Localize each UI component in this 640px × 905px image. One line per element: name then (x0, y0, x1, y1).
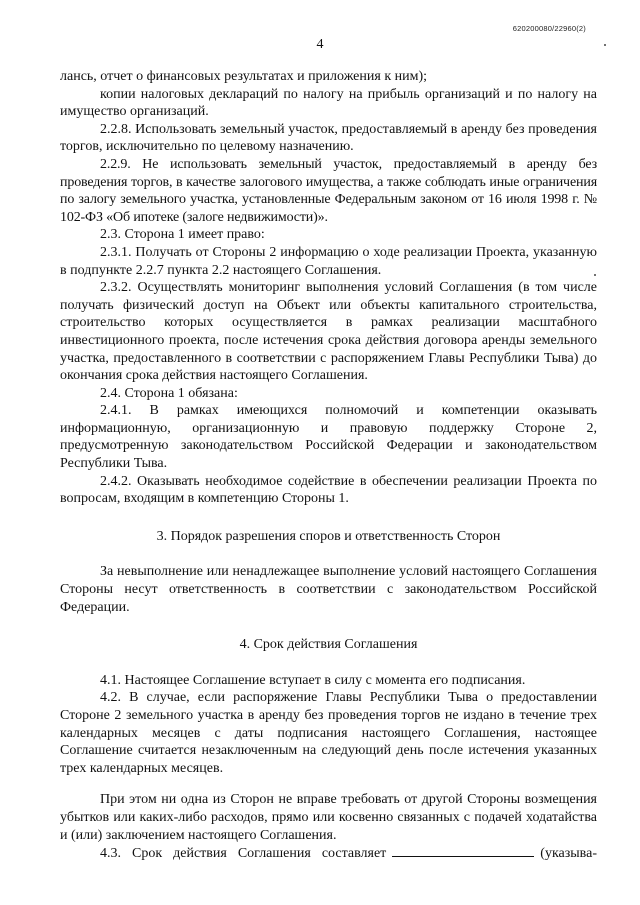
clause-2-2-9: 2.2.9. Не использовать земельный участок, предоставляемый в аренду без проведения торгов, в качестве залогового имущества, а также соблюдать иные ограничения по залогу земельного участка, установленные Федеральным законом от 16 июля 1998 г. № 102-ФЗ «Об ипотеке (залоге недвижимости)». (60, 156, 597, 225)
clause-2-4-2: 2.4.2. Оказывать необходимое содействие в обеспечении реализации Проекта по вопросам, входящим в компетенцию Стороны 1. (60, 473, 597, 507)
scan-speck (594, 274, 596, 276)
paragraph-no-claims: При этом ни одна из Сторон не вправе требовать от другой Стороны возмещения убытков или каких-либо расходов, прямо или косвенно связанных с подачей ходатайства и (или) заключением настоящего Соглашения. (60, 792, 597, 843)
clause-2-2-8: 2.2.8. Использовать земельный участок, предоставляемый в аренду без проведения торгов, исключительно по целевому назначению. (60, 121, 597, 155)
document-code: 620200080/22960(2) (512, 24, 586, 33)
clause-4-2: 4.2. В случае, если распоряжение Главы Республики Тыва о предоставлении Стороне 2 земельного участка в аренду без проведения торгов не издано в течение трех календарных месяцев с даты подписания настоящего Соглашения, настоящее Соглашение считается незаключенным на следующий день после истечения указанных трех календарных месяцев. (60, 690, 597, 776)
page-number: 4 (316, 37, 324, 52)
blank-fill-line (392, 844, 534, 857)
clause-2-3-1: 2.3.1. Получать от Стороны 2 информацию о ходе реализации Проекта, указанную в подпункте 2.2.7 пункта 2.2 настоящего Соглашения. (60, 244, 597, 278)
clause-4-3-text: 4.3. Срок действия Соглашения составляет (100, 846, 387, 862)
clause-2-3: 2.3. Сторона 1 имеет право: (100, 227, 265, 243)
clause-2-4: 2.4. Сторона 1 обязана: (100, 385, 238, 401)
document-body (60, 68, 597, 863)
scan-speck (604, 44, 606, 46)
clause-4-3-continuation: (указыва- (540, 846, 597, 862)
clause-2-4-1: 2.4.1. В рамках имеющихся полномочий и компетенции оказывать информационную, организационную и правовую поддержку Стороне 2, предусмотренную законодательством Российской Федерации и законодательством Республики Тыва. (60, 403, 597, 472)
clause-4-1: 4.1. Настоящее Соглашение вступает в силу с момента его подписания. (100, 672, 526, 688)
section-heading-3: 3. Порядок разрешения споров и ответственность Сторон (156, 528, 501, 544)
paragraph-tax-declarations: копии налоговых деклараций по налогу на прибыль организаций и по налогу на имущество организаций. (60, 86, 597, 120)
clause-4-3 (60, 844, 597, 863)
paragraph-continuation: лансь, отчет о финансовых результатах и приложения к ним); (60, 69, 428, 84)
section-heading-4: 4. Срок действия Соглашения (239, 637, 418, 653)
paragraph-responsibility: За невыполнение или ненадлежащее выполнение условий настоящего Соглашения Стороны несут ответственность в соответствии с законодательством Российской Федерации. (60, 564, 597, 615)
clause-2-3-2: 2.3.2. Осуществлять мониторинг выполнения условий Соглашения (в том числе получать физический доступ на Объект или объекты капитального строительства, строительство которых осуществляется в рамках реализации масштабного инвестиционного проекта, после истечения срока действия договора аренды земельного участка, предоставленного в соответствии с распоряжением Главы Республики Тыва) до окончания срока действия настоящего Соглашения. (60, 280, 597, 384)
